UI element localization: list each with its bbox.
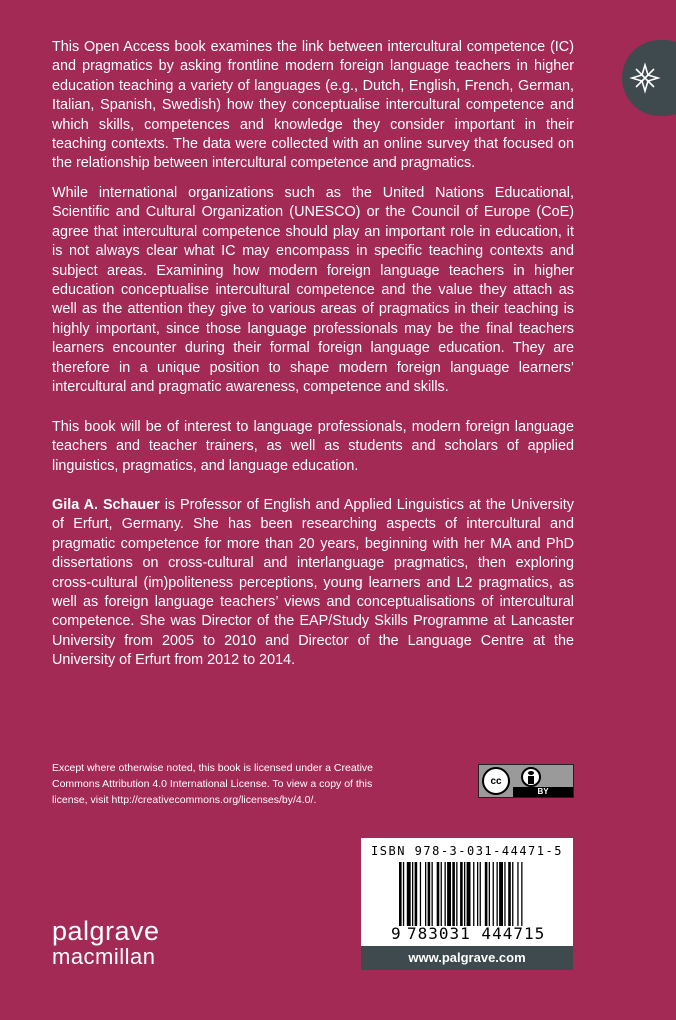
description-paragraph-1: This Open Access book examines the link between intercultural competence (IC) and pragmatics by asking frontline modern foreign language teachers in higher education teaching a variety of languages (e.g., Dutch, English, French, German, Italian, Spanish, Swedish) how they conceptualise intercultural competence and which skills, competences and knowledge they consider important in their teaching contexts. The data were collected with an online survey that focused on the relationship between intercultural competence and pragmatics. xyxy=(52,39,574,172)
palgrave-star-icon xyxy=(622,40,676,116)
logo-line-2: macmillan xyxy=(52,944,156,969)
cc-label: cc xyxy=(482,767,510,795)
palgrave-macmillan-logo xyxy=(52,918,160,970)
cc-by-icon xyxy=(478,764,574,798)
logo-line-1: palgrave xyxy=(52,916,160,946)
description-paragraph-3: This book will be of interest to language professionals, modern foreign language teachers and teacher trainers, as well as students and scholars of applied linguistics, pragmatics, and language education. xyxy=(52,419,574,474)
person-icon xyxy=(521,767,541,787)
description-paragraph-2: While international organizations such as the United Nations Educational, Scientific and Cultural Organization (UNESCO) or the Council of Europe (CoE) agree that intercultural competence should play an important role in education, it is not always clear what IC may encompass in specific teaching contexts and subject areas. Examining how modern foreign language teachers in higher education conceptualise intercultural competence and the value they attach as well as the attention they give to various areas of pragmatics in their teaching is highly important, since those language professionals may be the final teachers learners encounter during their formal foreign language education. They are therefore in a unique position to shape modern foreign language learners’ intercultural and pragmatic awareness, competence and skills. xyxy=(52,185,574,396)
license-notice: Except where otherwise noted, this book is licensed under a Creative Commons Attribution 4.0 International License. To view a copy of this license, visit http://creativecommons.org/licenses/by/4.0/. xyxy=(52,762,374,806)
barcode-bars xyxy=(399,862,567,926)
author-bio-paragraph xyxy=(52,496,574,671)
isbn-barcode xyxy=(361,838,573,946)
barcode-lead-digit: 9 xyxy=(391,924,401,943)
barcode-digits: 783031 444715 xyxy=(407,924,546,943)
publisher-url: www.palgrave.com xyxy=(361,946,573,970)
by-label: BY xyxy=(513,787,573,797)
author-name: Gila A. Schauer xyxy=(52,497,160,513)
author-bio-text: is Professor of English and Applied Linguistics at the University of Erfurt, Germany. She has been researching aspects of intercultural and pragmatic competence for more than 20 years, beginning with her MA and PhD dissertations on cross-cultural and interlanguage pragmatics, then exploring cross-cultural (im)politeness perceptions, young learners and L2 pragmatics, as well as foreign language teachers’ views and conceptualisations of intercultural competence. She was Director of the EAP/Study Skills Programme at Lancaster University from 2005 to 2010 and Director of the Language Centre at the University of Erfurt from 2012 to 2014. xyxy=(52,497,574,669)
isbn-label: ISBN 978-3-031-44471-5 xyxy=(371,844,563,858)
